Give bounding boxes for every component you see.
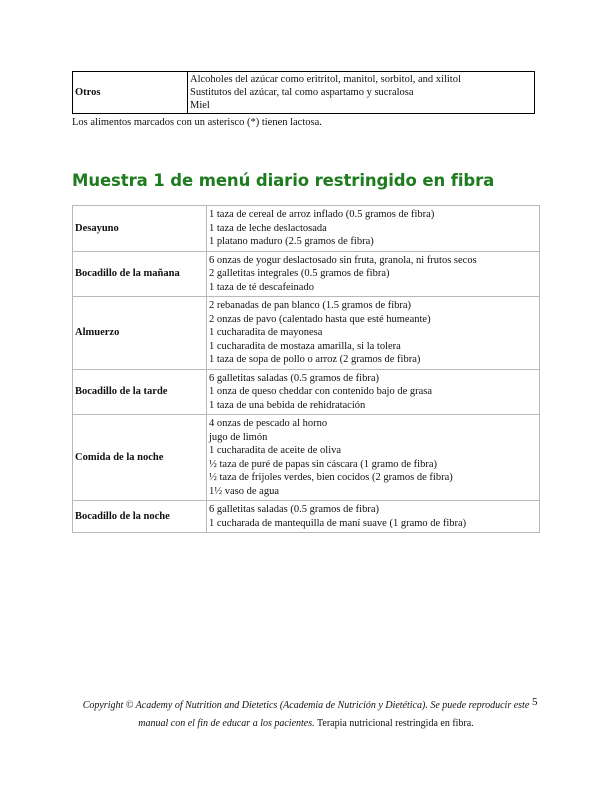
list-item: 1 cucharadita de aceite de oliva — [209, 445, 342, 456]
list-item: 1 platano maduro (2.5 gramos de fibra) — [209, 236, 374, 247]
table-row — [73, 297, 540, 370]
list-item: ½ taza de frijoles verdes, bien cocidos (2 gramos de fibra) — [209, 472, 453, 483]
list-item: 4 onzas de pescado al horno — [209, 418, 328, 429]
copyright-notice: Copyright © Academy of Nutrition and Dietetics (Academia de Nutrición y Dietética). Se puede reproducir este manual con el fin de educar a los pacientes. — [82, 700, 530, 729]
list-item: 1 taza de leche deslactosada — [209, 222, 327, 234]
meal-items — [207, 369, 540, 415]
table-row — [73, 206, 540, 252]
page-footer — [72, 697, 540, 733]
meal-items — [207, 206, 540, 252]
list-item: ½ taza de puré de papas sin cáscara (1 gramo de fibra) — [209, 458, 437, 470]
list-item: 1 taza de cereal de arroz inflado (0.5 gramos de fibra) — [209, 209, 435, 220]
meal-items — [207, 297, 540, 370]
list-item: jugo de limón — [209, 431, 268, 443]
other-sweeteners-table — [72, 71, 535, 114]
table-row — [73, 369, 540, 415]
meal-items — [207, 415, 540, 501]
list-item: 1 taza de té descafeinado — [209, 281, 314, 293]
list-item: Alcoholes del azúcar como eritritol, manitol, sorbitol, and xilitol — [190, 74, 461, 85]
meal-name: Bocadillo de la mañana — [73, 251, 207, 297]
page-number: 5 — [532, 696, 538, 708]
items-cell — [188, 72, 535, 114]
list-item: 6 galletitas saladas (0.5 gramos de fibra) — [209, 372, 379, 384]
meal-name: Bocadillo de la noche — [73, 501, 207, 533]
list-item: 2 rebanadas de pan blanco (1.5 gramos de fibra) — [209, 300, 412, 311]
table-row — [73, 251, 540, 297]
list-item: 1 cucharada de mantequilla de maní suave (1 gramo de fibra) — [209, 517, 467, 529]
meal-name: Comida de la noche — [73, 415, 207, 501]
menu-table — [72, 205, 540, 533]
table-row — [73, 415, 540, 501]
table-row — [73, 72, 535, 114]
meal-name: Desayuno — [73, 206, 207, 252]
list-item: 6 galletitas saladas (0.5 gramos de fibra) — [209, 504, 379, 515]
list-item: 1 onza de queso cheddar con contenido bajo de grasa — [209, 386, 433, 397]
list-item: 6 onzas de yogur deslactosado sin fruta, granola, ni frutos secos — [209, 254, 477, 266]
lactose-note: Los alimentos marcados con un asterisco (*) tienen lactosa. — [72, 117, 322, 128]
meal-name: Bocadillo de la tarde — [73, 369, 207, 415]
meal-items — [207, 251, 540, 297]
meal-items — [207, 501, 540, 533]
list-item: 2 galletitas integrales (0.5 gramos de fibra) — [209, 268, 390, 279]
list-item: Sustitutos del azúcar, tal como aspartamo y sucralosa — [190, 87, 414, 98]
list-item: Miel — [190, 100, 210, 111]
list-item: 1½ vaso de agua — [209, 485, 279, 497]
list-item: 1 taza de sopa de pollo o arroz (2 gramos de fibra) — [209, 354, 421, 365]
list-item: 1 cucharadita de mayonesa — [209, 327, 323, 338]
document-title: Terapia nutricional restringida en fibra. — [316, 718, 474, 729]
meal-name: Almuerzo — [73, 297, 207, 370]
list-item: 1 cucharadita de mostaza amarilla, si la tolera — [209, 340, 401, 352]
category-cell: Otros — [73, 72, 188, 114]
list-item: 1 taza de una bebida de rehidratación — [209, 399, 366, 411]
table-row — [73, 501, 540, 533]
section-heading: Muestra 1 de menú diario restringido en fibra — [72, 171, 495, 190]
list-item: 2 onzas de pavo (calentado hasta que esté humeante) — [209, 313, 431, 325]
